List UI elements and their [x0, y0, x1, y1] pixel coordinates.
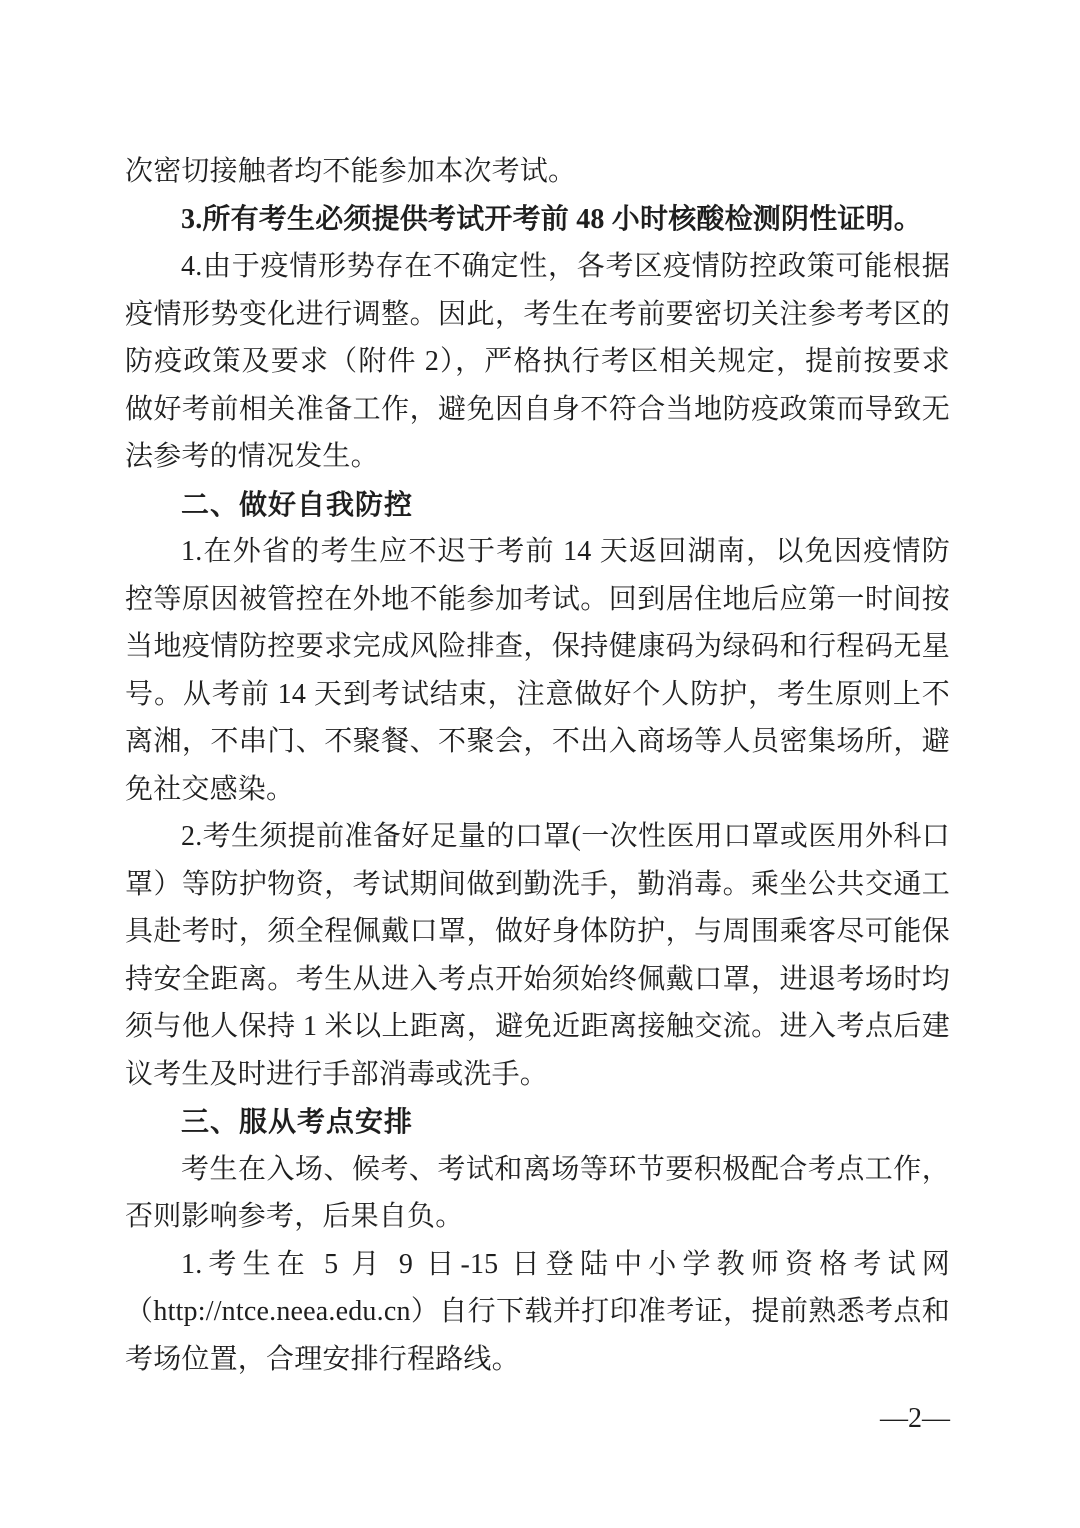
paragraph-rule-3-bold: 3.所有考生必须提供考试开考前 48 小时核酸检测阴性证明。 [181, 203, 923, 235]
page-number: —2— [880, 1403, 950, 1434]
section-heading-2: 二、做好自我防控 [181, 488, 414, 520]
section-heading-3: 三、服从考点安排 [181, 1106, 414, 1137]
paragraph-continuation: 次密切接触者均不能参加本次考试。 [125, 156, 577, 187]
paragraph-section3-item-1: 1.考生在 5 月 9 日-15 日登陆中小学教师资格考试网（http://ntce.neea.edu.cn）自行下载并打印准考证，提前熟悉考点和考场位置，合理安排行程路线。 [125, 1248, 950, 1375]
paragraph-section2-item-2: 2.考生须提前准备好足量的口罩(一次性医用口罩或医用外科口罩）等防护物资，考试期间做到勤洗手，勤消毒。乘坐公共交通工具赴考时，须全程佩戴口罩，做好身体防护，与周围乘客尽可能保持安全距离。考生从进入考点开始须始终佩戴口罩，进退考场时均须与他人保持 1 米以上距离，避免近距离接触交流。进入考点后建议考生及时进行手部消毒或洗手。 [125, 821, 950, 1090]
paragraph-rule-4: 4.由于疫情形势存在不确定性，各考区疫情防控政策可能根据疫情形势变化进行调整。因此，考生在考前要密切关注参考考区的防疫政策及要求（附件 2），严格执行考区相关规定，提前按要求做好考前相关准备工作，避免因自身不符合当地防疫政策而导致无法参考的情况发生。 [125, 251, 950, 472]
paragraph-section3-intro: 考生在入场、候考、考试和离场等环节要积极配合考点工作，否则影响参考，后果自负。 [125, 1153, 950, 1232]
paragraph-section2-item-1: 1.在外省的考生应不迟于考前 14 天返回湖南，以免因疫情防控等原因被管控在外地不能参加考试。回到居住地后应第一时间按当地疫情防控要求完成风险排查，保持健康码为绿码和行程码无星号。从考前 14 天到考试结束，注意做好个人防护，考生原则上不离湘，不串门、不聚餐、不聚会，不出入商场等人员密集场所，避免社交感染。 [125, 536, 950, 805]
